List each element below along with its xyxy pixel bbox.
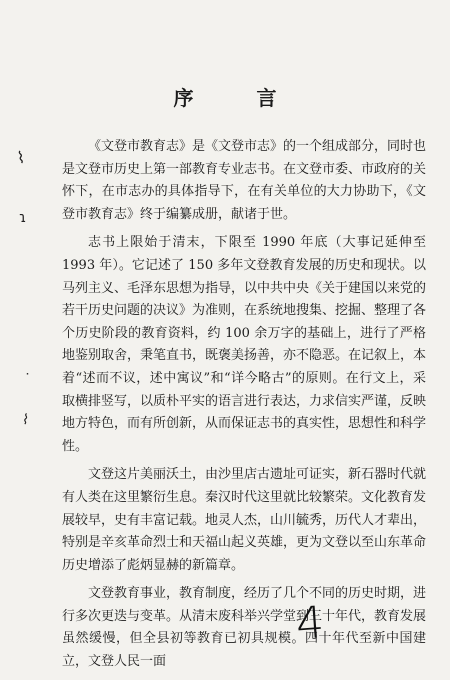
page-title: 序 言 bbox=[173, 86, 305, 110]
paragraph-1: 《文登市教育志》是《文登市志》的一个组成部分，同时也是文登市历史上第一部教育专业志书。在文登市委、市政府的关怀下，在市志办的具体指导下，在有关单位的大力协助下，《文登市教育志》终于编纂成册，献诸于世。 bbox=[62, 139, 427, 222]
preface-body bbox=[62, 136, 426, 680]
margin-mark: ɿ bbox=[19, 210, 27, 226]
margin-mark: ˙ bbox=[24, 372, 31, 388]
paragraph-4: 文登教育事业，教育制度，经历了几个不同的历史时期，进行多次更迭与变革。从清末废科举兴学堂到三十年代，教育发展虽然缓慢，但全县初等教育已初具规模。四十年代至新中国建立，文登人民一面 bbox=[62, 586, 427, 670]
margin-mark: ⌇ bbox=[20, 411, 31, 429]
margin-mark: ⌇ bbox=[15, 147, 27, 168]
page-number: 4 bbox=[294, 597, 326, 650]
paragraph-3: 文登这片美丽沃土，由沙里店古遗址可证实，新石器时代就有人类在这里繁衍生息。秦汉时代这里就比较繁荣。文化教育发展较早，史有丰富记载。地灵人杰，山川毓秀，历代人才辈出，特别是辛亥革命烈士和天福山起义英雄，更为文登以至山东革命历史增添了彪炳显赫的新篇章。 bbox=[62, 467, 427, 573]
paragraph-2: 志书上限始于清末，下限至 1990 年底（大事记延伸至 1993 年）。它记述了 150 多年文登教育发展的历史和现状。以马列主义、毛泽东思想为指导，以中共中央《关于建国以来党的若干历史问题的决议》为准则，在系统地搜集、挖掘、整理了各个历史阶段的教育资料，约 100 余万字的基础上，进行了严格地鉴别取舍，秉笔直书，既褒美扬善，亦不隐恶。在记叙上，本着“述而不议，述中寓议”和“详今略古”的原则。在行文上，采取横排竖写，以质朴平实的语言进行表达，力求信实严谨，反映地方特色，而有所创新，从而保证志书的真实性，思想性和科学性。 bbox=[62, 235, 427, 454]
